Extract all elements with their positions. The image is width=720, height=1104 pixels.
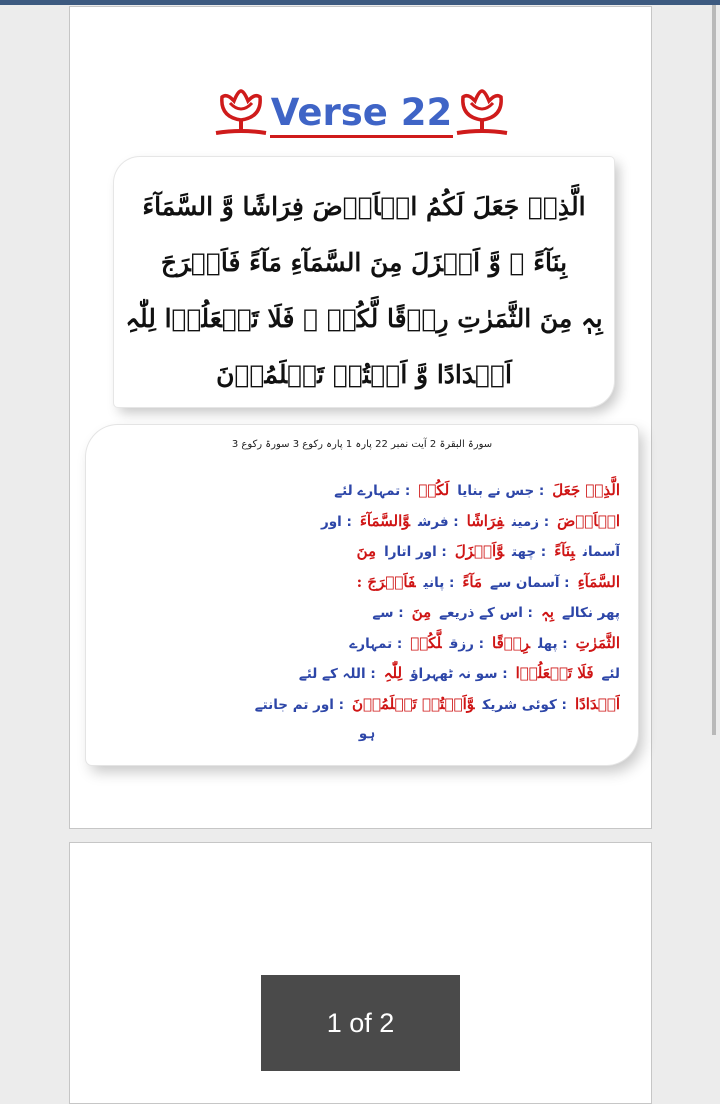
arabic-word: بِہٖ bbox=[540, 603, 554, 621]
arabic-word: وَّاَنۡزَلَ bbox=[454, 542, 504, 560]
document-page-1 bbox=[69, 6, 652, 829]
urdu-meaning: : اس کے ذریعے bbox=[439, 605, 533, 621]
arabic-word: الۡاَرۡضَ bbox=[557, 511, 620, 530]
urdu-meaning: : تمہارے bbox=[349, 635, 403, 652]
urdu-meaning: : آسمان سے bbox=[490, 574, 570, 591]
arabic-word: وَّاَنۡتُمۡ تَعۡلَمُوۡنَ bbox=[351, 694, 475, 713]
translation-row bbox=[106, 475, 620, 506]
arabic-word: فِرَاشًا bbox=[466, 511, 504, 530]
urdu-meaning: : چھت bbox=[511, 544, 547, 560]
translation-row bbox=[106, 506, 620, 537]
translation-row bbox=[106, 689, 620, 720]
scrollbar[interactable] bbox=[712, 5, 716, 735]
urdu-meaning: : زمین bbox=[511, 513, 550, 530]
urdu-meaning: : تمہارے لئے bbox=[334, 483, 411, 499]
urdu-meaning: : سو نہ ٹھہراؤ bbox=[410, 666, 508, 682]
arabic-word: وَّالسَّمَآءَ bbox=[359, 511, 411, 530]
tulip-flower-icon bbox=[212, 89, 270, 139]
translation-lines bbox=[106, 475, 620, 750]
urdu-meaning: : اور تم جانتے bbox=[254, 696, 344, 713]
verse-heading bbox=[70, 89, 653, 139]
arabic-word: السَّمَآءِ bbox=[577, 572, 620, 591]
arabic-word: اَنۡدَادًا bbox=[574, 694, 620, 713]
urdu-meaning: : جس نے بنایا bbox=[457, 483, 545, 499]
arabic-verse-line: بِنَآءً ۪ وَّ اَنۡزَلَ مِنَ السَّمَآءِ مَآءً فَاَخۡرَجَ bbox=[160, 248, 568, 277]
arabic-word: بِنَآءً bbox=[554, 542, 575, 560]
verse-title-text: Verse 22 bbox=[270, 91, 453, 138]
arabic-word: رِزۡقًا bbox=[492, 633, 531, 652]
top-border bbox=[0, 0, 720, 5]
urdu-meaning: : سے bbox=[372, 605, 404, 621]
translation-row bbox=[106, 567, 620, 598]
arabic-word: فَاَخۡرَجَ : bbox=[356, 572, 416, 591]
word-translation-box bbox=[86, 425, 638, 765]
translation-row bbox=[106, 597, 620, 628]
arabic-word: لَکُمۡ bbox=[418, 481, 450, 499]
translation-row bbox=[106, 536, 620, 567]
arabic-word: لَّکُمۡ bbox=[410, 633, 442, 652]
translation-row bbox=[106, 719, 620, 750]
surah-reference-header: سورۃ البقرۃ 2 آیت نمبر 22 پارہ 1 پارہ رکوع 3 سورۃ رکوع 3 bbox=[231, 439, 493, 450]
urdu-meaning: : پانی bbox=[423, 574, 455, 591]
arabic-verse-line: اَنۡدَادًا وَّ اَنۡتُمۡ تَعۡلَمُوۡنَ bbox=[216, 360, 512, 389]
arabic-word: مِنَ bbox=[356, 542, 377, 560]
arabic-word: فَلَا تَجۡعَلُوۡا bbox=[515, 664, 594, 682]
urdu-meaning: ہو bbox=[358, 726, 376, 742]
arabic-word: مِنَ bbox=[411, 603, 432, 621]
tulip-flower-icon bbox=[453, 89, 511, 139]
urdu-meaning: لئے bbox=[601, 666, 620, 682]
arabic-word: لِلّٰہِ bbox=[383, 664, 403, 682]
translation-row bbox=[106, 658, 620, 689]
arabic-verse-line: بِہٖ مِنَ الثَّمَرٰتِ رِزۡقًا لَّکُمۡ ۚ فَلَا تَجۡعَلُوۡا لِلّٰہِ bbox=[125, 304, 603, 333]
urdu-meaning: : اور bbox=[320, 513, 352, 530]
urdu-meaning: آسمان bbox=[582, 544, 620, 560]
urdu-meaning: : اور اتارا bbox=[384, 544, 447, 560]
urdu-meaning: : فرش bbox=[418, 513, 459, 530]
arabic-word: مَآءً bbox=[462, 572, 483, 591]
arabic-word: الَّذِیۡ جَعَلَ bbox=[552, 481, 620, 499]
urdu-meaning: : پھل bbox=[538, 635, 568, 652]
urdu-meaning: : اللہ کے لئے bbox=[298, 666, 376, 682]
arabic-verse-box bbox=[114, 157, 614, 407]
page-indicator: 1 of 2 bbox=[261, 975, 460, 1071]
translation-row bbox=[106, 628, 620, 659]
arabic-word: الثَّمَرٰتِ bbox=[575, 633, 620, 652]
urdu-meaning: : کوئی شریک bbox=[482, 696, 567, 713]
urdu-meaning: : رزق bbox=[449, 635, 485, 652]
urdu-meaning: پھر نکالے bbox=[561, 605, 620, 621]
arabic-verse-line: الَّذِیۡ جَعَلَ لَکُمُ الۡاَرۡضَ فِرَاشًا وَّ السَّمَآءَ bbox=[142, 192, 586, 221]
